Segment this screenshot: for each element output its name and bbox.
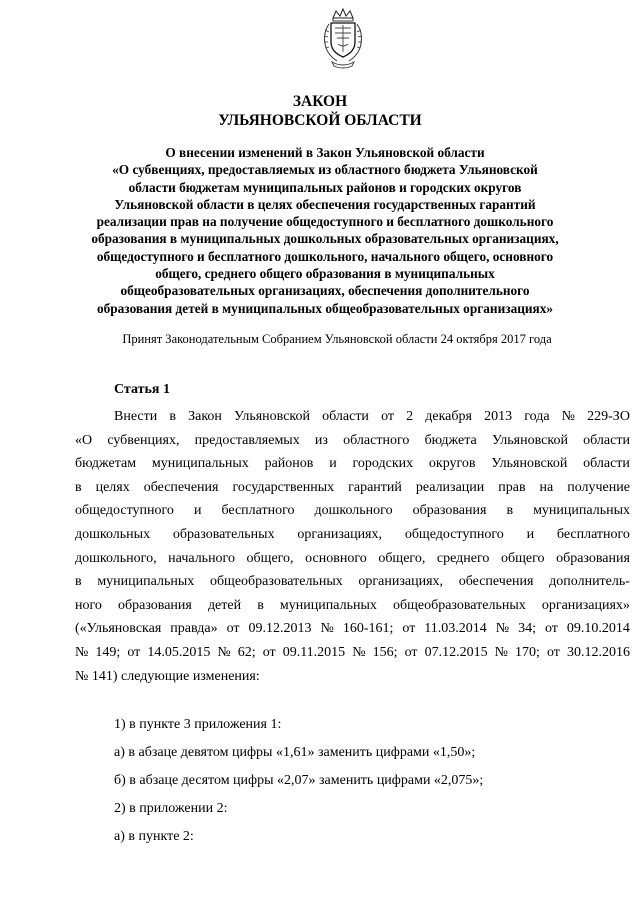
subject-line: общеобразовательных организациях, обеспечения дополнительного — [120, 283, 530, 299]
subject-line: образования в муниципальных дошкольных образовательных организациях, — [91, 231, 559, 247]
paragraph-line: дошкольных образовательных организациях, общедоступного и бесплатного — [75, 527, 630, 542]
paragraph-line: ного образования детей в муниципальных общеобразовательных организациях» — [75, 597, 630, 613]
paragraph-line: общедоступного и бесплатного дошкольного образования в муниципальных — [75, 503, 630, 519]
paragraph-line: № 149; от 14.05.2015 № 62; от 09.11.2015 № 156; от 07.12.2015 № 170; от 30.12.2016 — [75, 645, 630, 660]
paragraph-line: («Ульяновская правда» от 09.12.2013 № 160-161; от 11.03.2014 № 34; от 09.10.2014 — [75, 621, 630, 637]
subject-line: О внесении изменений в Закон Ульяновской области — [165, 145, 485, 160]
list-item: 1) в пункте 3 приложения 1: — [114, 717, 282, 732]
subject-line: общего, среднего общего образования в муниципальных — [155, 266, 495, 282]
list-item: а) в пункте 2: — [114, 829, 194, 844]
paragraph-line: дошкольного, начального общего, основного общего, среднего общего образования — [75, 550, 630, 566]
law-title: ЗАКОН — [292, 93, 348, 110]
list-item: а) в абзаце девятом цифры «1,61» заменить цифрами «1,50»; — [114, 745, 476, 760]
adoption-note: Принят Законодательным Собранием Ульяновской области 24 октября 2017 года — [122, 332, 552, 346]
subject-line: «О субвенциях, предоставляемых из областного бюджета Ульяновской — [112, 162, 538, 178]
paragraph-line: бюджетам муниципальных районов и городских округов Ульяновской области — [75, 456, 630, 472]
list-item: б) в абзаце десятом цифры «2,07» заменить цифрами «2,075»; — [114, 773, 484, 788]
law-subject — [70, 144, 580, 317]
subject-line: Ульяновской области в целях обеспечения государственных гарантий — [114, 196, 536, 212]
paragraph-line: № 141) следующие изменения: — [75, 668, 260, 684]
paragraph-line: в муниципальных общеобразовательных организациях, обеспечения дополнитель- — [75, 574, 630, 590]
region-title: УЛЬЯНОВСКОЙ ОБЛАСТИ — [218, 112, 422, 129]
subject-line: общедоступного и бесплатного дошкольного, начального общего, основного — [96, 248, 554, 264]
coat-of-arms-emblem — [318, 8, 368, 70]
paragraph-line: в целях обеспечения государственных гарантий реализации прав на получение — [75, 479, 630, 495]
subject-line: образования детей в муниципальных общеобразовательных организациях» — [96, 300, 554, 316]
paragraph-line: «О субвенциях, предоставляемых из областного бюджета Ульяновской области — [75, 432, 630, 448]
subject-line: реализации прав на получение общедоступного и бесплатного дошкольного — [96, 214, 554, 230]
list-item: 2) в приложении 2: — [114, 801, 228, 816]
subject-line: области бюджетам муниципальных районов и городских округов — [128, 179, 522, 195]
paragraph-line: Внести в Закон Ульяновской области от 2 декабря 2013 года № 229-ЗО — [114, 409, 630, 424]
article-heading: Статья 1 — [114, 382, 170, 397]
